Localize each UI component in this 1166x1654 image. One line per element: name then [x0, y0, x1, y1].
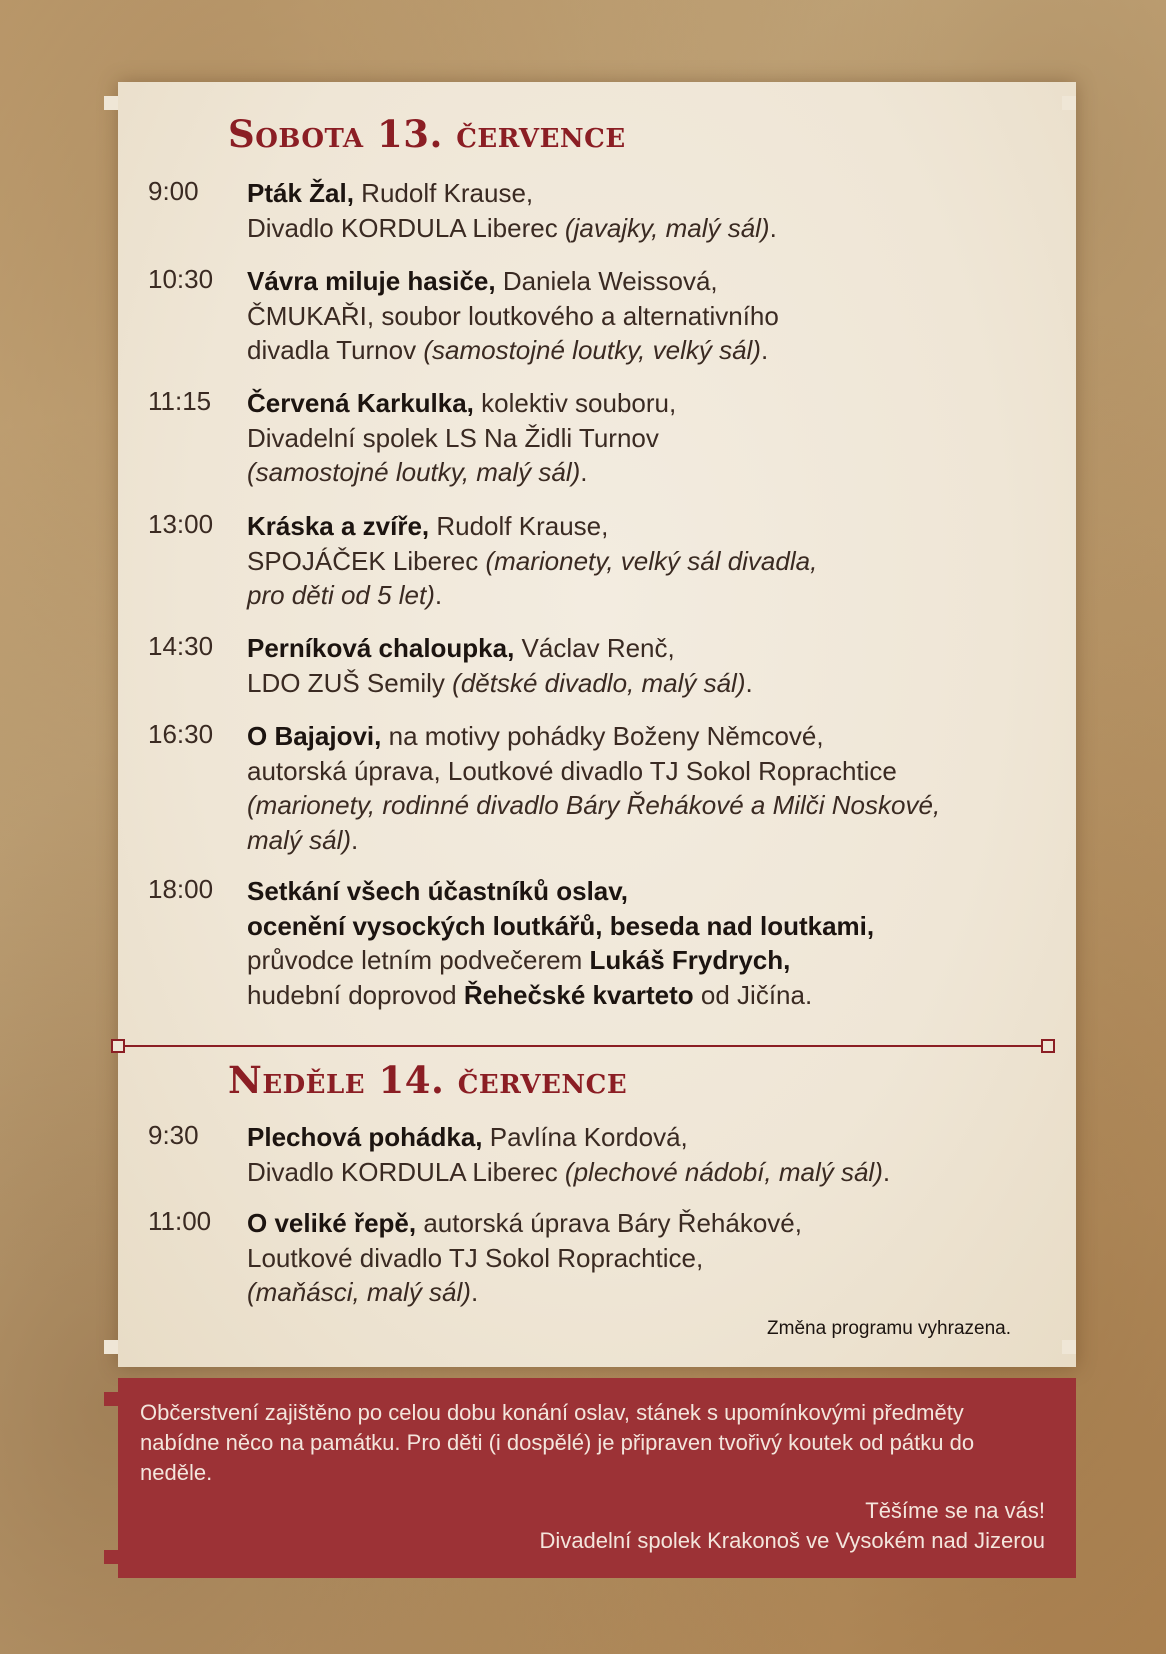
signature-organizer: Divadelní spolek Krakonoš ve Vysokém nad Jizerou: [539, 1528, 1045, 1553]
event-time: 11:15: [148, 386, 212, 416]
footer-box: [118, 1378, 1076, 1578]
section-divider: [111, 1045, 1051, 1047]
event-time: 18:00: [148, 874, 214, 904]
panel-corner: [104, 96, 118, 110]
signature-greeting: Těšíme se na vás!: [865, 1498, 1045, 1523]
event-description: O Bajajovi, na motivy pohádky Boženy Němcové, autorská úprava, Loutkové divadlo TJ Sokol Roprachtice (marionety, rodinné divadlo Báry Řehákové a Milči Noskové, malý sál).: [247, 721, 941, 855]
saturday-title: Sobota 13. července: [228, 112, 626, 156]
panel-corner: [104, 1340, 118, 1354]
panel-corner: [1062, 1340, 1076, 1354]
event-time: 9:30: [148, 1120, 199, 1150]
event-time: 9:00: [148, 176, 199, 206]
footer-text: Občerstvení zajištěno po celou dobu konání oslav, stánek s upomínkovými předměty nabídne něco na památku. Pro děti (i dospělé) je připraven tvořivý koutek od pátku do neděle.: [140, 1400, 975, 1485]
event-time: 14:30: [148, 631, 214, 661]
event-description: Vávra miluje hasiče, Daniela Weissová, ČMUKAŘI, soubor loutkového a alternativního divadla Turnov (samostojné loutky, velký sál).: [247, 266, 779, 365]
footer-corner: [104, 1392, 118, 1406]
footer-corner: [104, 1550, 118, 1564]
footer-signature: [540, 1496, 1045, 1556]
event-description: Kráska a zvíře, Rudolf Krause, SPOJÁČEK Liberec (marionety, velký sál divadla, pro děti od 5 let).: [247, 511, 818, 610]
divider-ornament: [1041, 1039, 1055, 1053]
event-time: 10:30: [148, 264, 214, 294]
event-time: 11:00: [148, 1206, 212, 1236]
event-description: Červená Karkulka, kolektiv souboru, Divadelní spolek LS Na Židli Turnov (samostojné loutky, malý sál).: [247, 388, 677, 487]
program-change-note: Změna programu vyhrazena.: [767, 1318, 1011, 1339]
event-description: Perníková chaloupka, Václav Renč, LDO ZUŠ Semily (dětské divadlo, malý sál).: [247, 633, 753, 698]
panel-corner: [1062, 96, 1076, 110]
event-description: O veliké řepě, autorská úprava Báry Řehákové, Loutkové divadlo TJ Sokol Roprachtice, (maňásci, malý sál).: [247, 1208, 802, 1307]
event-time: 16:30: [148, 719, 214, 749]
event-time: 13:00: [148, 509, 214, 539]
divider-ornament: [111, 1039, 125, 1053]
event-description: Pták Žal, Rudolf Krause, Divadlo KORDULA Liberec (javajky, malý sál).: [247, 178, 777, 243]
event-description: Setkání všech účastníků oslav, ocenění vysockých loutkářů, beseda nad loutkami, průvodce letním podvečerem Lukáš Frydrych, hudební doprovod Řehečské kvarteto od Jičína.: [247, 876, 875, 1010]
footer-corner: [1062, 1392, 1076, 1406]
event-description: Plechová pohádka, Pavlína Kordová, Divadlo KORDULA Liberec (plechové nádobí, malý sál).: [247, 1122, 891, 1187]
sunday-title: Neděle 14. července: [228, 1058, 628, 1102]
footer-corner: [1062, 1550, 1076, 1564]
